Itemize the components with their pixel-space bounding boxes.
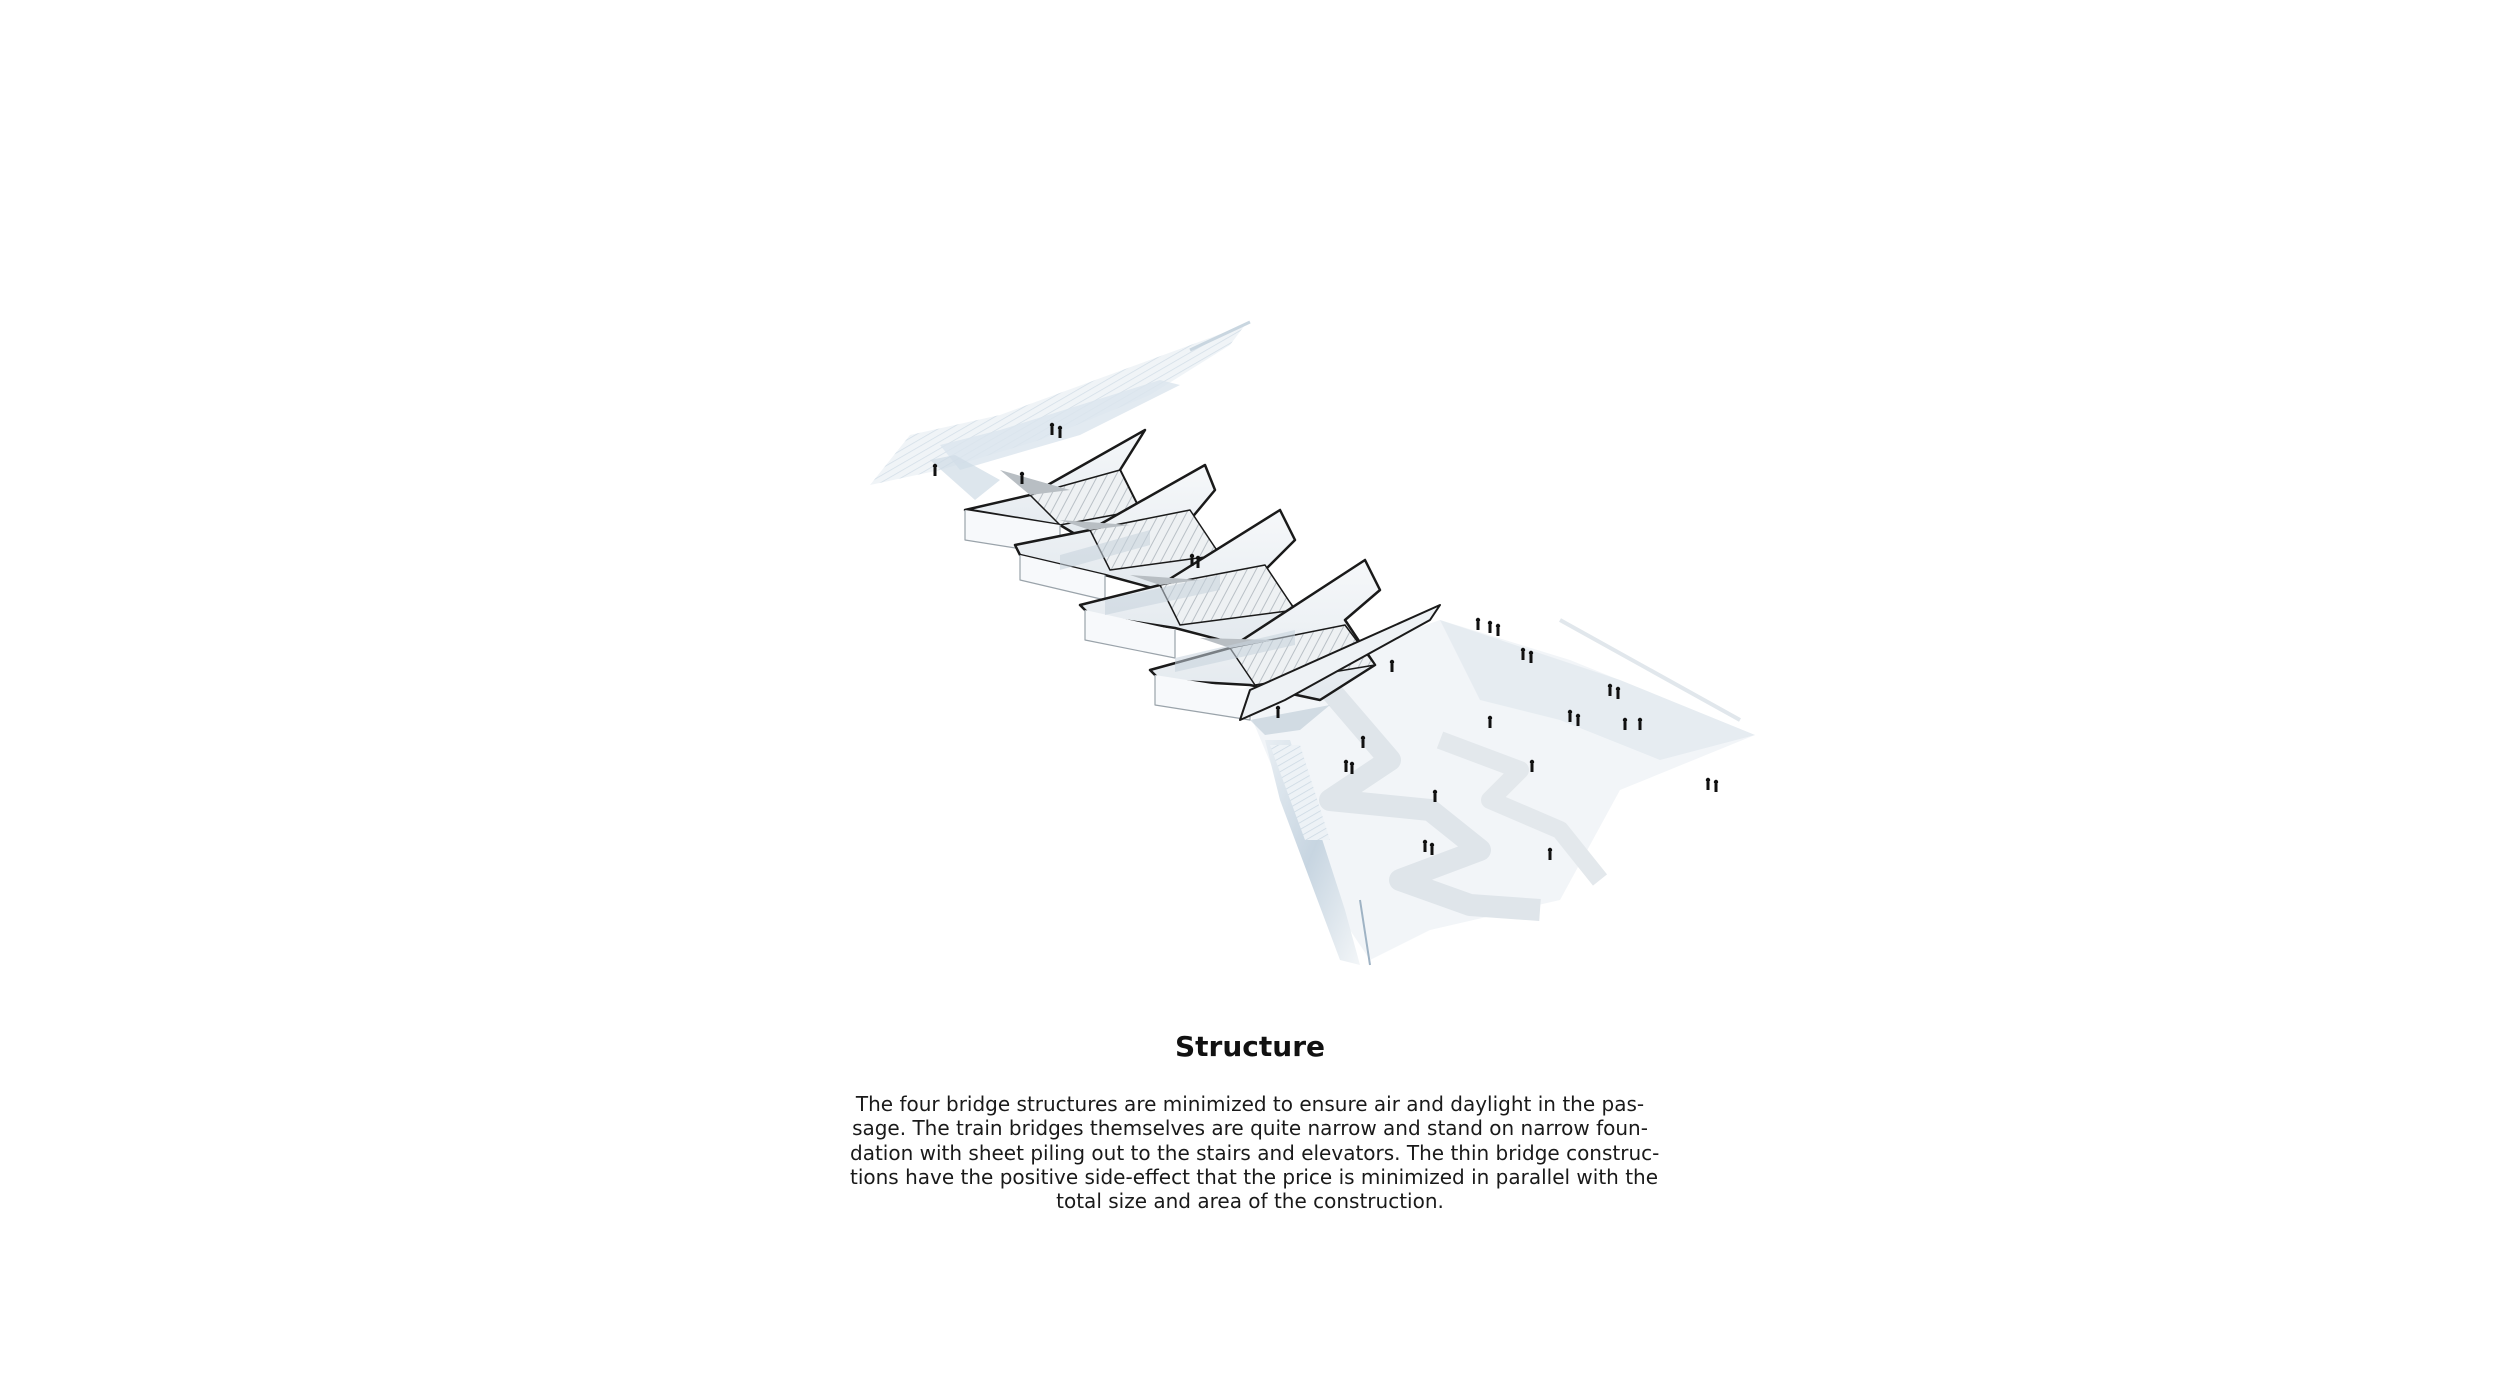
- people-figure-icon: [1714, 780, 1718, 792]
- people-figure-icon: [1496, 624, 1500, 636]
- people-figure-icon: [1488, 621, 1492, 633]
- caption-body-line: The four bridge structures are minimized to ensure air and daylight in the pas-: [855, 1092, 1645, 1116]
- caption-title: Structure: [1174, 1030, 1325, 1063]
- caption-body-line: tions have the positive side-effect that the price is minimized in parallel with the: [850, 1164, 1659, 1189]
- caption-body-line: total size and area of the construction.: [1056, 1189, 1444, 1214]
- caption-body-line: sage. The train bridges themselves are quite narrow and stand on narrow foun-: [852, 1116, 1648, 1141]
- caption-body: [850, 1092, 1660, 1214]
- people-figure-icon: [1476, 618, 1480, 630]
- caption-body-line: dation with sheet piling out to the stairs and elevators. The thin bridge construc-: [850, 1140, 1660, 1165]
- people-figure-icon: [1706, 778, 1710, 790]
